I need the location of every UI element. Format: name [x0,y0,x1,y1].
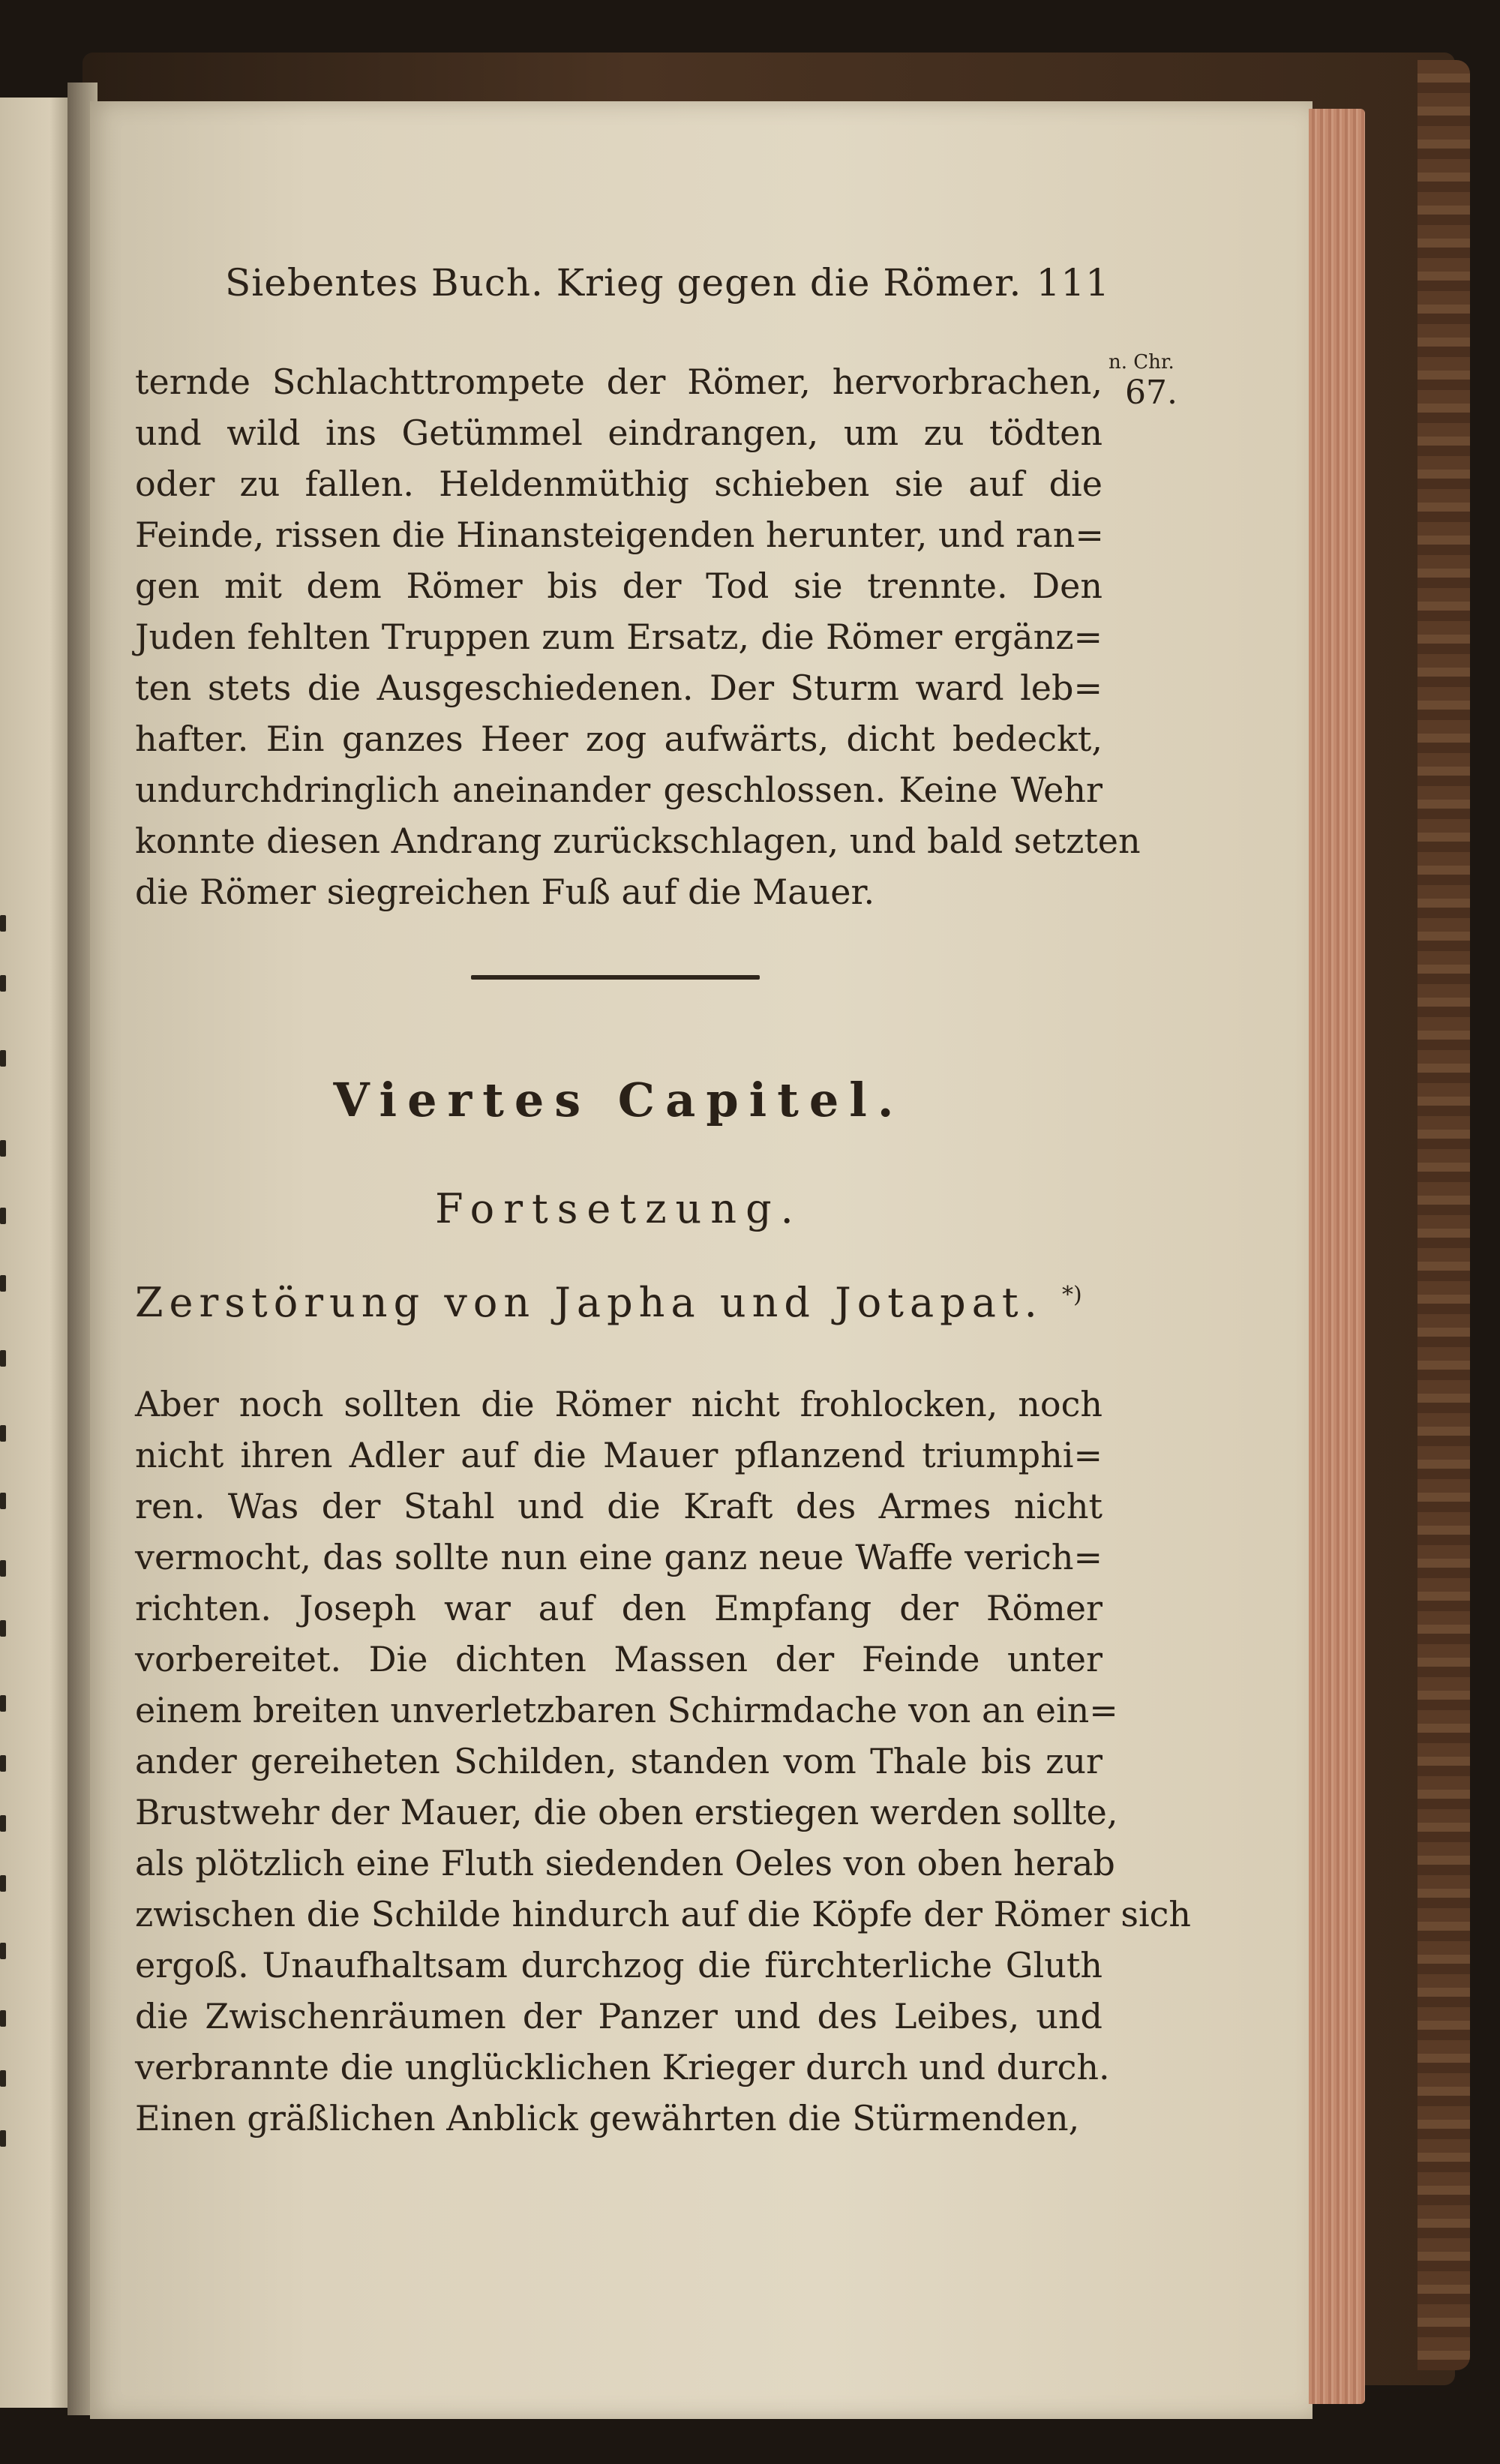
glyph-fragment [0,915,6,932]
paragraph-1 [135,356,1141,917]
page-edge [1309,109,1365,2404]
running-title: Siebentes Buch. Krieg gegen die Römer. [225,261,1022,305]
text-line: ternde Schlachttrompete der Römer, hervorbrachen, [135,362,1102,402]
cover-edge [1418,60,1470,2370]
footnote-mark: *) [1061,1282,1082,1308]
text-line: und wild ins Getümmel eindrangen, um zu tödten [135,413,1102,453]
text-line: ten stets die Ausgeschiedenen. Der Sturm ward leb= [135,668,1102,708]
glyph-fragment [0,975,6,992]
glyph-fragment [0,2010,6,2027]
glyph-fragment [0,1875,6,1892]
text-line: hafter. Ein ganzes Heer zog aufwärts, dicht bedeckt, [135,719,1102,759]
text-line: Juden fehlten Truppen zum Ersatz, die Römer ergänz= [135,617,1102,657]
text-line: ren. Was der Stahl und die Kraft des Armes nicht [135,1486,1102,1526]
glyph-fragment [0,1560,6,1577]
text-line: ergoß. Unaufhaltsam durchzog die fürchterliche Gluth [135,1945,1102,1985]
chapter-subtitle: Fortsetzung. [435,1185,802,1232]
margin-note-year: 67. [1125,374,1178,412]
text-line: Feinde, rissen die Hinansteigenden herunter, und ran= [135,515,1104,555]
glyph-fragment [0,1208,6,1224]
text-line: Brustwehr der Mauer, die oben erstiegen werden sollte, [135,1792,1118,1832]
text-line: richten. Joseph war auf den Empfang der Römer [135,1588,1102,1628]
glyph-fragment [0,1493,6,1509]
paragraph-2 [135,1379,1192,2144]
glyph-fragment [0,2130,6,2147]
text-line: vermocht, das sollte nun eine ganz neue Waffe verich= [135,1537,1102,1577]
glyph-fragment [0,1050,6,1067]
text-line: ander gereiheten Schilden, standen vom Thale bis zur [135,1741,1102,1781]
glyph-fragment [0,2070,6,2087]
text-line: konnte diesen Andrang zurückschlagen, und bald setzten [135,821,1141,861]
running-header [225,261,1110,305]
chapter-heading [135,1279,1102,1326]
chapter-heading-text: Zerstörung von Japha und Jotapat. [135,1279,1043,1326]
glyph-fragment [0,1755,6,1772]
text-line: die Römer siegreichen Fuß auf die Mauer. [135,872,875,912]
page-number: 111 [1036,261,1110,305]
glyph-fragment [0,1350,6,1367]
text-line: oder zu fallen. Heldenmüthig schieben sie auf die [135,464,1102,504]
text-line: die Zwischenräumen der Panzer und des Leibes, und [135,1996,1102,2036]
text-line: einem breiten unverletzbaren Schirmdache von an ein= [135,1690,1118,1730]
text-line: verbrannte die unglücklichen Krieger durch und durch. [135,2047,1110,2087]
margin-note-label: n. Chr. [1108,351,1174,374]
glyph-fragment [0,1275,6,1292]
glyph-fragment [0,1695,6,1712]
left-page-text-fragments [0,98,71,2408]
text-line: zwischen die Schilde hindurch auf die Köpfe der Römer sich [135,1894,1192,1934]
glyph-fragment [0,1815,6,1832]
text-line: Einen gräßlichen Anblick gewährten die Stürmenden, [135,2098,1080,2138]
text-line: undurchdringlich aneinander geschlossen. Keine Wehr [135,770,1102,810]
text-line: gen mit dem Römer bis der Tod sie trennte. Den [135,566,1102,606]
glyph-fragment [0,1140,6,1157]
glyph-fragment [0,1620,6,1637]
chapter-title: Viertes Capitel. [333,1073,904,1127]
text-line: als plötzlich eine Fluth siedenden Oeles von oben herab [135,1843,1115,1883]
glyph-fragment [0,1425,6,1442]
text-line: nicht ihren Adler auf die Mauer pflanzend triumphi= [135,1435,1102,1475]
text-line: vorbereitet. Die dichten Massen der Feinde unter [135,1639,1102,1679]
margin-note [1108,351,1178,412]
glyph-fragment [0,1943,6,1959]
section-divider [471,975,760,980]
text-line: Aber noch sollten die Römer nicht frohlocken, noch [135,1384,1102,1424]
